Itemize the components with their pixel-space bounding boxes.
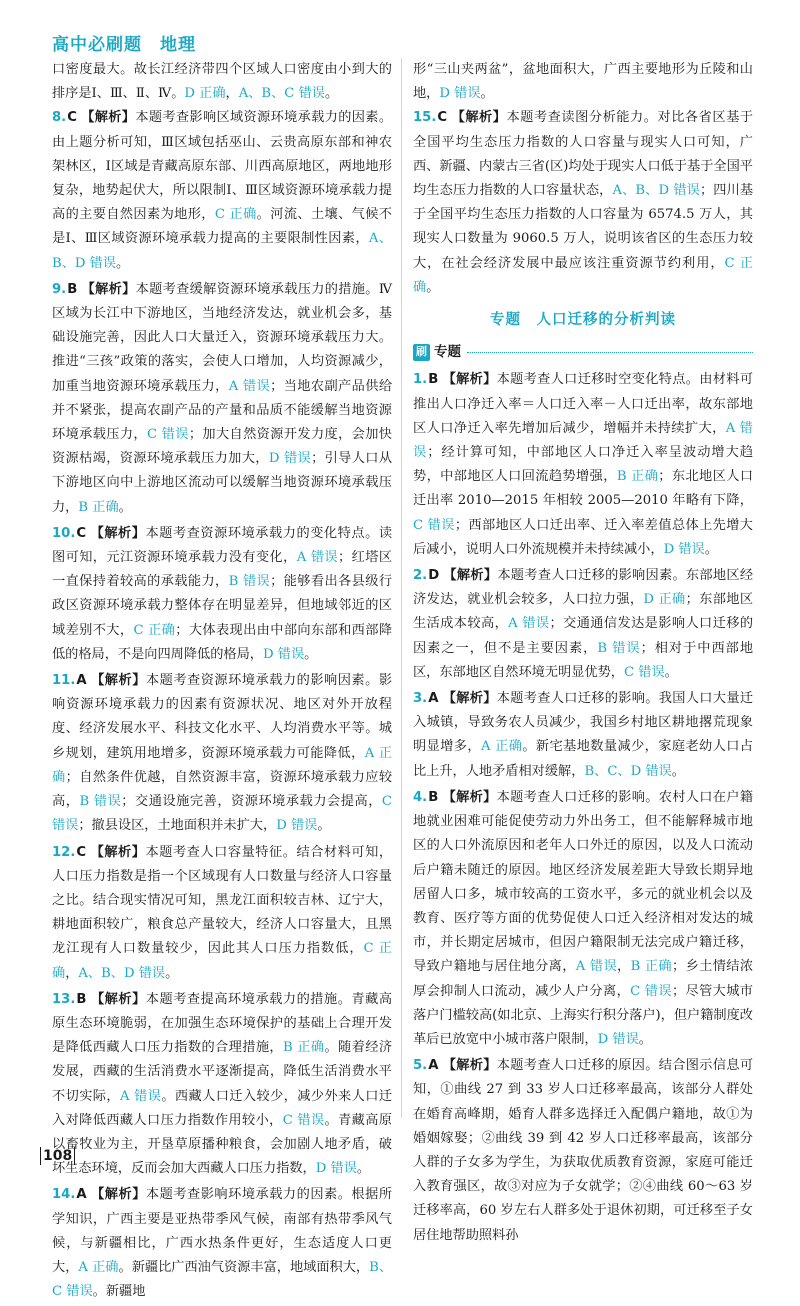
- analysis-text: ；当地农副产品供给并不紧张，提高农副产品的产量和品质不能缓解当地资源环境承载压力，: [52, 378, 393, 443]
- analysis-text: ；自然条件优越，自然资源丰富，资源环境承载力应较高，: [52, 769, 393, 810]
- analysis-text: 本题考查影响区域资源环境承载力的因素。由上题分析可知，Ⅲ区域包括巫山、云贵高原东部和神农架林区，Ⅰ区域是青藏高原东部、川西高原地区，两地地形复杂，地势起伏大，所以限制Ⅰ、Ⅲ区域资源环境承载力提高的主要自然因素为地形，: [52, 110, 393, 223]
- answer-item: [52, 1183, 392, 1304]
- answer-verdict: D 错误: [268, 451, 312, 467]
- analysis-text: ；东部地区生活成本较高，: [413, 592, 754, 632]
- analysis-text: 本题考查提高环境承载力的措施。青藏高原生态环境脆弱，在加强生态环境保护的基础上合理开发是降低西藏人口压力指数的合理措施，: [52, 991, 393, 1056]
- answer-item: [52, 278, 392, 520]
- analysis-text: 本题考查人口迁移的原因。结合图示信息可知，①曲线 27 到 33 岁人口迁移率最高，该部分人群处在婚育高峰期，婚育人群多选择迁入配偶户籍地，故①为婚姻嫁娶；②曲线 39 到 42 岁人口迁移率最高，该部分人群的子女多为学生，为获取优质教育资源，家庭可能迁入教育强区，故③对应为子女就学；②④曲线 60～63 岁迁移率高，60 岁左右人群多处于退休初期，可迁移至子女居住地帮助照料孙: [413, 1058, 754, 1243]
- answer-verdict: A 错误: [296, 550, 339, 566]
- answer-item: [52, 522, 392, 667]
- analysis-tag: 【解析】: [90, 991, 146, 1007]
- topic-badge: [413, 340, 753, 364]
- analysis-text: 。青藏高原以畜牧业为主，开垦草原播种粮食，会加剧人地矛盾，破坏生态环境，反而会加大西藏人口压力指数，: [52, 1112, 393, 1177]
- analysis-text: ，: [225, 86, 239, 102]
- analysis-text: 。: [638, 1031, 652, 1047]
- answer-item: [413, 368, 753, 562]
- analysis-text: ；相对于中西部地区，东部地区自然环境无明显优势，: [413, 640, 753, 680]
- answer-verdict: C 错误: [282, 1112, 325, 1128]
- answer-verdict: A 错误: [119, 1088, 162, 1104]
- analysis-text: 。随着经济发展，西藏的生活消费水平逐渐提高，降低生活消费水平不切实际，: [52, 1040, 393, 1104]
- answer-verdict: A 正确: [78, 1259, 119, 1275]
- answer-verdict: A 错误: [575, 959, 618, 975]
- answer-item: [413, 564, 753, 685]
- analysis-text: 本题考查读图分析能力。对比各省区基于全国平均生态压力指数的人口容量与现实人口可知，广西、新疆、内蒙古三省(区)均处于现实人口低于基于全国平均生态压力指数的人口容量状态，: [413, 110, 754, 199]
- analysis-text: 本题考查缓解资源环境承载压力的措施。Ⅳ区域为长江中下游地区，当地经济发达，就业机会多，基础设施完善，因此人口大量迁入，资源环境承载压力大。推进“三孩”政策的落实，会使人口增加，人均资源减少，加重当地资源环境承载压力，: [52, 281, 392, 394]
- answer-item: [52, 669, 392, 838]
- analysis-text: 。新宅基地数量减少，家庭老幼人口占比上升，人地矛盾相对缓解，: [413, 739, 754, 779]
- right-answer-list: [413, 368, 753, 1247]
- question-number: 3.: [413, 691, 428, 707]
- answer-verdict: C 错误: [52, 794, 393, 834]
- analysis-tag: 【解析】: [442, 789, 497, 805]
- answer-letter: D: [428, 568, 440, 584]
- analysis-text: 。: [324, 86, 339, 102]
- answer-verdict: C 正确: [52, 941, 392, 981]
- answer-verdict: B 正确: [78, 499, 119, 515]
- topic-title: 专题 人口迁移的分析判读: [490, 312, 676, 329]
- analysis-text: 形“三山夹两盆”，盆地面积大，广西主要地形为丘陵和山地，: [413, 62, 753, 102]
- question-number: 13.: [52, 991, 76, 1007]
- analysis-text: ；引导人口从下游地区向中上游地区流动可以缓解当地资源环境承载压力，: [52, 451, 393, 515]
- answer-verdict: B 正确: [616, 469, 659, 485]
- analysis-text: 本题考查人口迁移的影响。农村人口在户籍地就业困难可能促使劳动力外出务工，但不能解释城市地区的人口外流原因和老年人口外迁的原因，以及人口流动后户籍未随迁的原因。地区经济发展差距大导致长期异地居留人口多，城市较高的工资水平，多元的就业机会以及教育、医疗等方面的优势促使人口迁入经济相对发达的城市，并长期定居城市，但因户籍限制无法完成户籍迁移，导致户籍地与居住地分离，: [413, 789, 754, 975]
- answer-letter: C: [76, 525, 87, 541]
- answer-letter: B: [67, 281, 78, 297]
- answer-verdict: A 正确: [480, 739, 523, 755]
- book-header-title: 高中必刷题 地理: [52, 35, 196, 55]
- answer-letter: B: [428, 789, 439, 805]
- answer-verdict: B、C、D 错误: [584, 763, 672, 779]
- question-number: 8.: [52, 110, 67, 126]
- dotted-rule: [467, 352, 753, 353]
- analysis-text: 本题考查资源环境承载力的变化特点。读图可知，元江资源环境承载力没有变化，: [52, 525, 393, 566]
- analysis-text: ；撤县设区，土地面积并未扩大，: [78, 818, 277, 834]
- analysis-text: ；交通通信发达是影响人口迁移的因素之一，但不是主要因素，: [413, 616, 754, 656]
- analysis-tag: 【解析】: [90, 525, 146, 541]
- answer-item: [413, 687, 753, 784]
- analysis-text: ；红塔区一直保持着较高的承载能力，: [52, 550, 393, 590]
- analysis-tag: 【解析】: [442, 1058, 497, 1074]
- answer-item: [52, 841, 392, 986]
- analysis-text: 。: [304, 646, 318, 662]
- answer-verdict: B 错误: [228, 574, 271, 590]
- analysis-tag: 【解析】: [90, 844, 146, 860]
- analysis-text: 。: [426, 279, 440, 295]
- question-number: 1.: [413, 372, 428, 388]
- analysis-tag: 【解析】: [442, 691, 497, 707]
- answer-verdict: A 错误: [228, 378, 271, 394]
- answer-verdict: C 错误: [624, 664, 665, 680]
- answer-letter: C: [76, 844, 87, 860]
- answer-verdict: D 错误: [315, 1161, 357, 1177]
- analysis-text: ；经计算可知，中部地区人口净迁入率呈波动增大趋势，中部地区人口回流趋势增强，: [413, 445, 754, 485]
- answer-verdict: A 正确: [52, 745, 392, 785]
- question-number: 11.: [52, 673, 76, 689]
- answer-verdict: A、B、D 错误: [78, 965, 166, 981]
- right-intro-paragraph: [413, 58, 753, 106]
- answer-item: [413, 786, 753, 1052]
- analysis-text: 本题考查资源环境承载力的影响因素。影响资源环境承载力的因素有资源状况、地区对外开放程度、经济发展水平、科技文化水平、人均消费水平等。城乡规划，建筑用地增多，资源环境承载力可能降低，: [52, 673, 393, 761]
- analysis-text: 。: [356, 1161, 371, 1177]
- answer-verdict: C 正确: [214, 207, 257, 223]
- analysis-text: 。: [664, 664, 678, 680]
- answer-verdict: C 错误: [630, 983, 672, 999]
- answer-verdict: A、B、C 错误: [238, 86, 325, 102]
- answer-letter: C: [67, 110, 77, 126]
- analysis-text: 本题考查人口迁移的影响。我国人口大量迁入城镇，导致务农人员减少，我国乡村地区耕地撂荒现象明显增多，: [413, 691, 754, 755]
- left-intro-paragraph: [52, 58, 392, 106]
- brush-badge-icon: 刷: [413, 344, 430, 361]
- answer-verdict: B 错误: [597, 640, 641, 656]
- question-number: 10.: [52, 525, 76, 541]
- analysis-tag: 【解析】: [451, 110, 507, 126]
- analysis-text: 口密度最大。故长江经济带四个区域人口密度由小到大的排序是Ⅰ、Ⅲ、Ⅱ、Ⅳ。: [52, 62, 392, 102]
- answer-letter: C: [437, 110, 448, 126]
- answer-letter: A: [76, 1187, 87, 1203]
- question-number: 9.: [52, 281, 67, 297]
- answer-verdict: A、B、D 错误: [52, 231, 392, 271]
- analysis-text: 。新疆比广西油气资源丰富，地域面积大，: [118, 1259, 370, 1275]
- analysis-tag: 【解析】: [80, 110, 136, 126]
- answer-verdict: D 错误: [276, 818, 318, 834]
- answer-verdict: D 错误: [597, 1031, 639, 1047]
- question-number: 5.: [413, 1058, 428, 1074]
- analysis-text: ，: [617, 959, 631, 975]
- analysis-text: ；大体表现出由中部向东部和西部降低的格局，不是向四周降低的格局，: [52, 622, 393, 662]
- analysis-text: 。: [704, 541, 718, 557]
- analysis-text: ；能够看出各县级行政区资源环境承载力整体存在明显差异，但地域邻近的区域差别不大，: [52, 574, 393, 638]
- analysis-text: 。新疆地: [92, 1284, 146, 1300]
- column-divider: [401, 58, 402, 1118]
- answer-verdict: D 正确: [643, 592, 686, 608]
- analysis-tag: 【解析】: [81, 281, 136, 297]
- answer-verdict: A、B、D 错误: [612, 183, 700, 199]
- question-number: 4.: [413, 789, 428, 805]
- answer-item: [413, 1054, 753, 1248]
- badge-label: 专题: [434, 344, 461, 361]
- analysis-text: ；乡土情结浓厚会抑制人口流动，减少人户分离，: [413, 959, 754, 999]
- analysis-text: 。河流、土壤、气候不是Ⅰ、Ⅲ区域资源环境承载力提高的主要限制性因素，: [52, 207, 392, 247]
- analysis-text: 本题考查人口迁移的影响因素。东部地区经济发达，就业机会较多，人口拉力强，: [413, 568, 754, 608]
- answer-item: [413, 106, 753, 300]
- analysis-text: 。: [480, 86, 494, 102]
- answer-item: [52, 106, 392, 275]
- analysis-text: ；交通设施完善，资源环境承载力会提高，: [121, 794, 382, 810]
- answer-verdict: C 错误: [413, 517, 455, 533]
- answer-verdict: D 正确: [184, 86, 226, 102]
- answer-letter: B: [428, 372, 439, 388]
- question-number: 14.: [52, 1187, 76, 1203]
- analysis-text: 本题考查影响环境承载力的因素。根据所学知识，广西主要是亚热带季风气候，南部有热带季风气候，与新疆相比，广西水热条件更好，生态适度人口更大，: [52, 1187, 393, 1275]
- analysis-text: 本题考查人口容量特征。结合材料可知，人口压力指数是指一个区域现有人口数量与经济人口容量之比。结合现实情况可知，黑龙江面积较吉林、辽宁大，耕地面积较广，粮食总产量较大，经济人口容量大，且黑龙江现有人口数量较少，因此其人口压力指数低，: [52, 844, 393, 957]
- answer-verdict: B 正确: [283, 1040, 325, 1056]
- analysis-text: ；西部地区人口迁出率、迁入率差值总体上先增大后减小，说明人口外流规模并未持续减小，: [413, 517, 753, 557]
- question-number: 2.: [413, 568, 428, 584]
- answer-verdict: D 错误: [663, 541, 705, 557]
- answer-verdict: A 错误: [508, 616, 550, 632]
- analysis-text: ；尽管大城市落户门槛较高(如北京、上海实行积分落户)，但户籍制度改革后已放宽中小城市落户限制，: [413, 983, 753, 1047]
- answer-letter: B: [76, 991, 87, 1007]
- analysis-tag: 【解析】: [442, 372, 497, 388]
- answer-verdict: D 错误: [263, 646, 305, 662]
- answer-verdict: B 正确: [630, 959, 673, 975]
- left-column: [52, 58, 392, 1306]
- analysis-text: 。: [118, 499, 132, 515]
- analysis-text: 。西藏人口迁入较少，减少外来人口迁入对降低西藏人口压力指数作用较小，: [52, 1088, 393, 1128]
- analysis-text: ，: [65, 965, 79, 981]
- answer-verdict: D 错误: [439, 86, 481, 102]
- answer-verdict: A 错误: [413, 420, 753, 461]
- page-number: 108: [40, 1147, 75, 1165]
- answer-verdict: B 错误: [79, 794, 122, 810]
- analysis-text: 。: [116, 255, 130, 271]
- analysis-text: 。: [671, 763, 685, 779]
- analysis-text: ；东北地区人口迁出率 2010—2015 年相较 2005—2010 年略有下降，: [413, 469, 754, 509]
- analysis-text: ；四川基于全国平均生态压力指数的人口容量为 6574.5 万人，其现实人口数量为 9060.5 万人，说明该省区的生态压力较大，在社会经济发展中最应该注重资源节约利用，: [413, 183, 754, 271]
- analysis-text: ；加大自然资源开发力度，会加快资源枯竭，资源环境承载压力加大，: [52, 427, 392, 467]
- analysis-text: 。: [317, 818, 331, 834]
- left-answer-list: [52, 106, 392, 1304]
- answer-letter: A: [428, 1058, 439, 1074]
- answer-verdict: C 正确: [133, 622, 176, 638]
- answer-letter: A: [76, 673, 87, 689]
- answer-item-15: [413, 106, 753, 300]
- question-number: 15.: [413, 110, 437, 126]
- analysis-text: 。: [165, 965, 179, 981]
- right-column: [413, 58, 753, 1250]
- answer-verdict: C 错误: [147, 427, 189, 443]
- analysis-tag: 【解析】: [443, 568, 498, 584]
- answer-item: [52, 988, 392, 1182]
- question-number: 12.: [52, 844, 76, 860]
- analysis-tag: 【解析】: [90, 673, 146, 689]
- answer-letter: A: [428, 691, 439, 707]
- answer-verdict: B、C 错误: [52, 1259, 393, 1300]
- analysis-text: 本题考查人口迁移时空变化特点。由材料可推出人口净迁入率＝人口迁入率－人口迁出率，故东部地区人口净迁入率先增加后减少，增幅并未持续扩大，: [413, 372, 754, 436]
- answer-verdict: C 正确: [413, 255, 753, 295]
- analysis-tag: 【解析】: [90, 1187, 146, 1203]
